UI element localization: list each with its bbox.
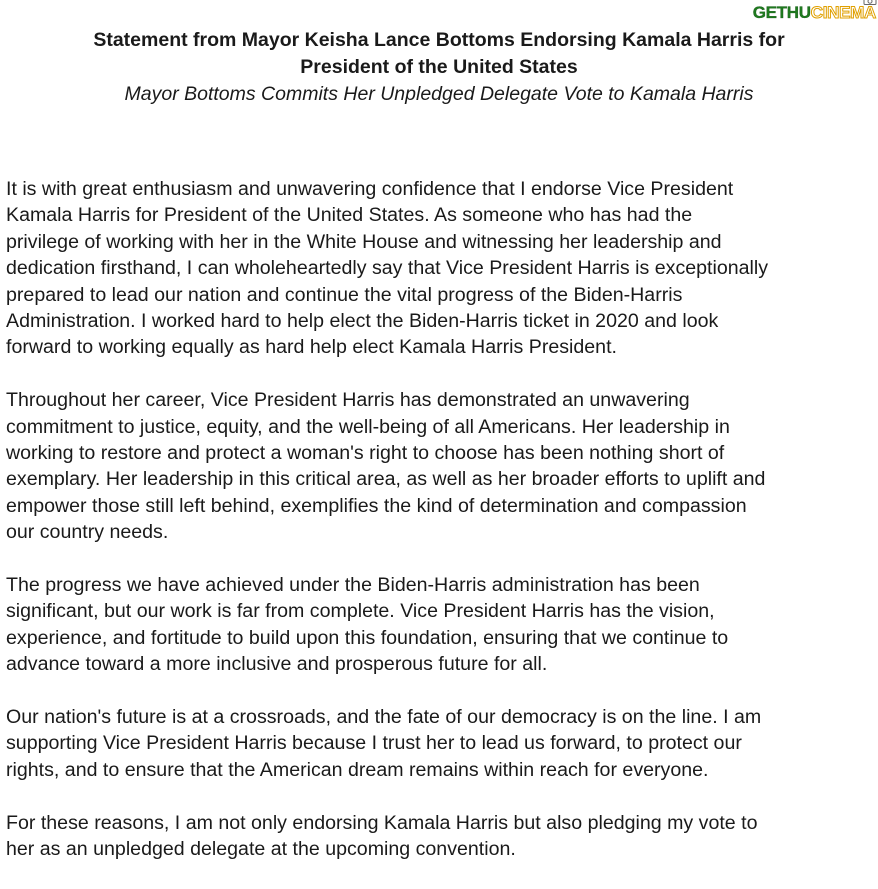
watermark-text-cinema	[811, 4, 876, 21]
body-paragraph	[6, 704, 878, 783]
title-line: President of the United States	[300, 56, 578, 78]
paragraph-line: working to restore and protect a woman's right to choose has been nothing short of	[6, 442, 725, 465]
paragraph-line: privilege of working with her in the White House and witnessing her leadership and	[6, 230, 722, 253]
statement-body	[6, 176, 878, 889]
body-paragraph	[6, 176, 878, 361]
paragraph-line: rights, and to ensure that the American dream remains within reach for everyone.	[6, 758, 709, 781]
paragraph-line: our country needs.	[6, 521, 169, 544]
paragraph-line: dedication firsthand, I can wholeheartedly say that Vice President Harris is exceptionally	[6, 257, 769, 280]
body-paragraph	[6, 810, 878, 863]
title-line: Statement from Mayor Keisha Lance Bottoms Endorsing Kamala Harris for	[93, 29, 785, 51]
watermark-text-cinema-label: CINEMA	[810, 3, 876, 22]
paragraph-line: It is with great enthusiasm and unwavering confidence that I endorse Vice President	[6, 178, 734, 200]
paragraph-line: prepared to lead our nation and continue the vital progress of the Biden-Harris	[6, 283, 683, 306]
paragraph-line: empower those still left behind, exemplifies the kind of determination and compassion	[6, 494, 747, 517]
paragraph-line: supporting Vice President Harris because I trust her to lead us forward, to protect our	[6, 732, 742, 755]
statement-header	[0, 27, 878, 107]
paragraph-line: Administration. I worked hard to help elect the Biden-Harris ticket in 2020 and look	[6, 310, 719, 333]
statement-subtitle: Mayor Bottoms Commits Her Unpledged Delegate Vote to Kamala Harris	[124, 83, 754, 105]
paragraph-line: experience, and fortitude to build upon this foundation, ensuring that we continue to	[6, 626, 729, 649]
paragraph-line: significant, but our work is far from complete. Vice President Harris has the vision,	[6, 600, 715, 623]
paragraph-line: Our nation's future is at a crossroads, and the fate of our democracy is on the line. I am	[6, 706, 762, 729]
paragraph-line: forward to working equally as hard help elect Kamala Harris President.	[6, 336, 617, 359]
statement-title	[24, 27, 854, 81]
paragraph-line: advance toward a more inclusive and prosperous future for all.	[6, 653, 548, 676]
camera-icon	[863, 0, 877, 5]
body-paragraph	[6, 572, 878, 678]
paragraph-line: The progress we have achieved under the Biden-Harris administration has been	[6, 574, 700, 597]
paragraph-line: For these reasons, I am not only endorsing Kamala Harris but also pledging my vote to	[6, 811, 758, 834]
paragraph-line: commitment to justice, equity, and the well-being of all Americans. Her leadership in	[6, 415, 730, 438]
paragraph-line: exemplary. Her leadership in this critical area, as well as her broader efforts to uplift and	[6, 468, 766, 491]
body-paragraph	[6, 387, 878, 545]
paragraph-line: Kamala Harris for President of the United States. As someone who has had the	[6, 204, 693, 227]
watermark-text-gethu: GETHU	[752, 3, 811, 22]
paragraph-line: Throughout her career, Vice President Harris has demonstrated an unwavering	[6, 389, 690, 412]
paragraph-line: her as an unpledged delegate at the upcoming convention.	[6, 838, 516, 861]
gethu-cinema-watermark-logo	[753, 4, 876, 21]
